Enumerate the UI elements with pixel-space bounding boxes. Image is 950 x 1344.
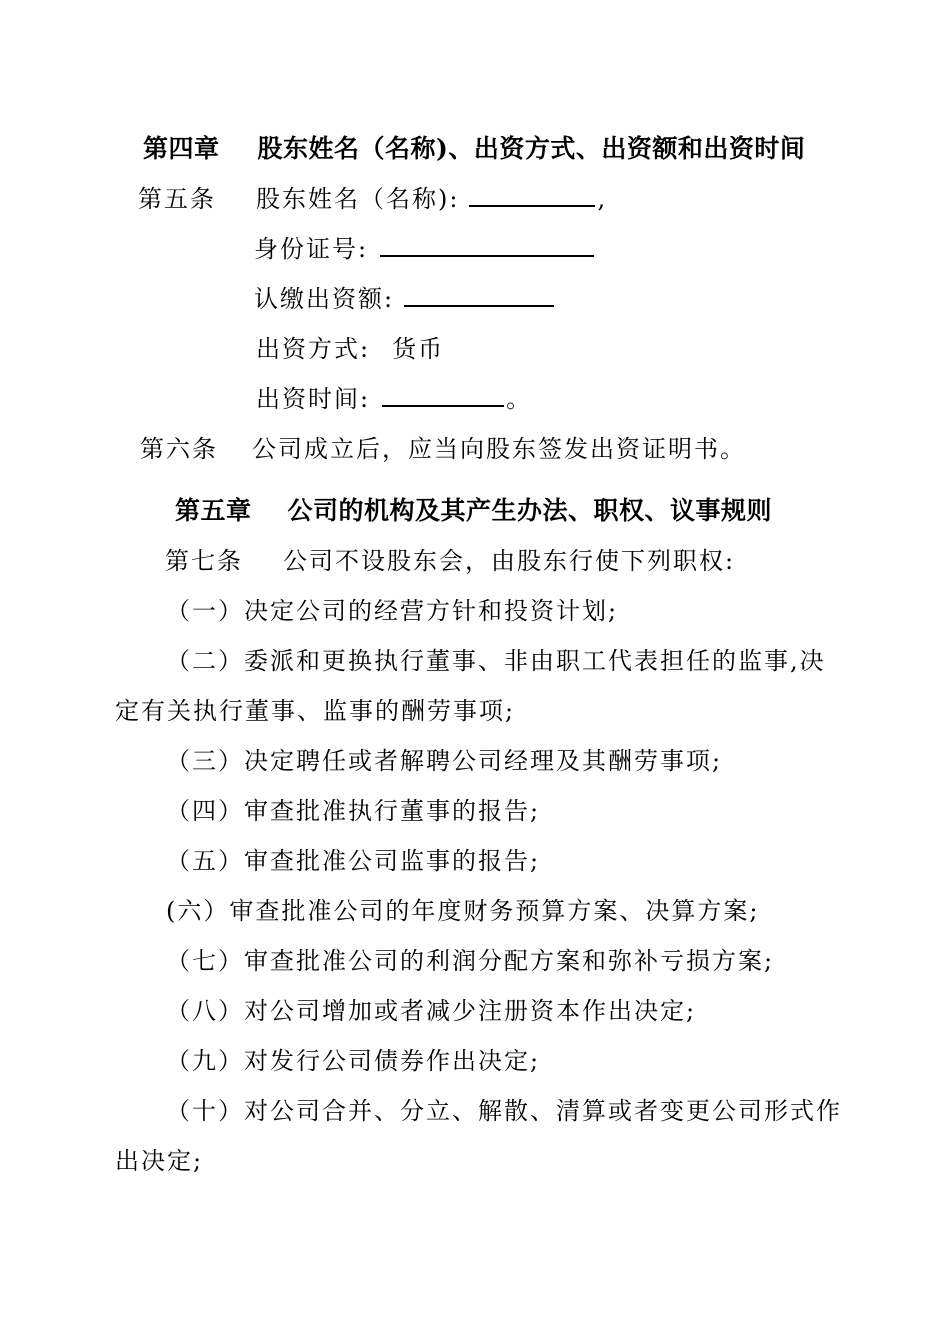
chapter-5-title: 公司的机构及其产生办法、职权、议事规则 xyxy=(287,496,773,525)
article-6-number: 第六条 xyxy=(140,435,218,463)
list-item: （九）对发行公司债券作出决定; xyxy=(166,1047,541,1075)
time-line-period: 。 xyxy=(506,385,533,413)
chapter-4-number: 第四章 xyxy=(143,134,220,163)
contribution-method-label: 出资方式: xyxy=(256,335,371,363)
list-item: （八）对公司增加或者减少注册资本作出决定; xyxy=(166,997,697,1025)
contribution-time-line xyxy=(256,383,532,415)
subscribed-amount-label: 认缴出资额: xyxy=(254,285,395,313)
list-item: （四）审查批准执行董事的报告; xyxy=(166,797,541,825)
contribution-time-label: 出资时间: xyxy=(256,385,371,413)
contribution-method-value: 货币 xyxy=(392,335,445,363)
list-item-continuation: 出决定; xyxy=(115,1147,204,1175)
chapter-4-title: 股东姓名（名称)、出资方式、出资额和出资时间 xyxy=(257,134,806,163)
name-line-comma: , xyxy=(597,185,608,213)
chapter-5-heading xyxy=(175,495,772,527)
article-7 xyxy=(165,545,735,577)
id-number-line xyxy=(254,233,596,265)
article-5-name-line xyxy=(138,183,607,215)
id-number-blank xyxy=(380,233,594,257)
article-7-text: 公司不设股东会，由股东行使下列职权: xyxy=(283,547,736,575)
shareholder-name-blank xyxy=(469,183,595,207)
list-item: （三）决定聘任或者解聘公司经理及其酬劳事项; xyxy=(166,747,723,775)
list-item: （一）决定公司的经营方针和投资计划; xyxy=(166,597,619,625)
list-item-continuation: 定有关执行董事、监事的酬劳事项; xyxy=(115,697,516,725)
subscribed-amount-blank xyxy=(404,283,554,307)
id-number-label: 身份证号: xyxy=(254,235,369,263)
subscribed-amount-line xyxy=(254,283,556,315)
article-6 xyxy=(140,433,746,465)
chapter-5-number: 第五章 xyxy=(175,496,252,525)
chapter-4-heading xyxy=(143,133,805,165)
list-item: （十）对公司合并、分立、解散、清算或者变更公司形式作 xyxy=(166,1097,842,1125)
list-item: （七）审查批准公司的利润分配方案和弥补亏损方案; xyxy=(166,947,775,975)
list-item: （二）委派和更换执行董事、非由职工代表担任的监事,决 xyxy=(166,647,826,675)
article-6-text: 公司成立后，应当向股东签发出资证明书。 xyxy=(252,435,746,463)
article-5-number: 第五条 xyxy=(138,185,216,213)
contribution-method-line xyxy=(256,333,444,365)
contribution-time-blank xyxy=(382,383,504,407)
list-item: (六）审查批准公司的年度财务预算方案、决算方案; xyxy=(166,897,760,925)
shareholder-name-label: 股东姓名（名称): xyxy=(256,185,460,213)
list-item: （五）审查批准公司监事的报告; xyxy=(166,847,541,875)
article-7-number: 第七条 xyxy=(165,547,243,575)
